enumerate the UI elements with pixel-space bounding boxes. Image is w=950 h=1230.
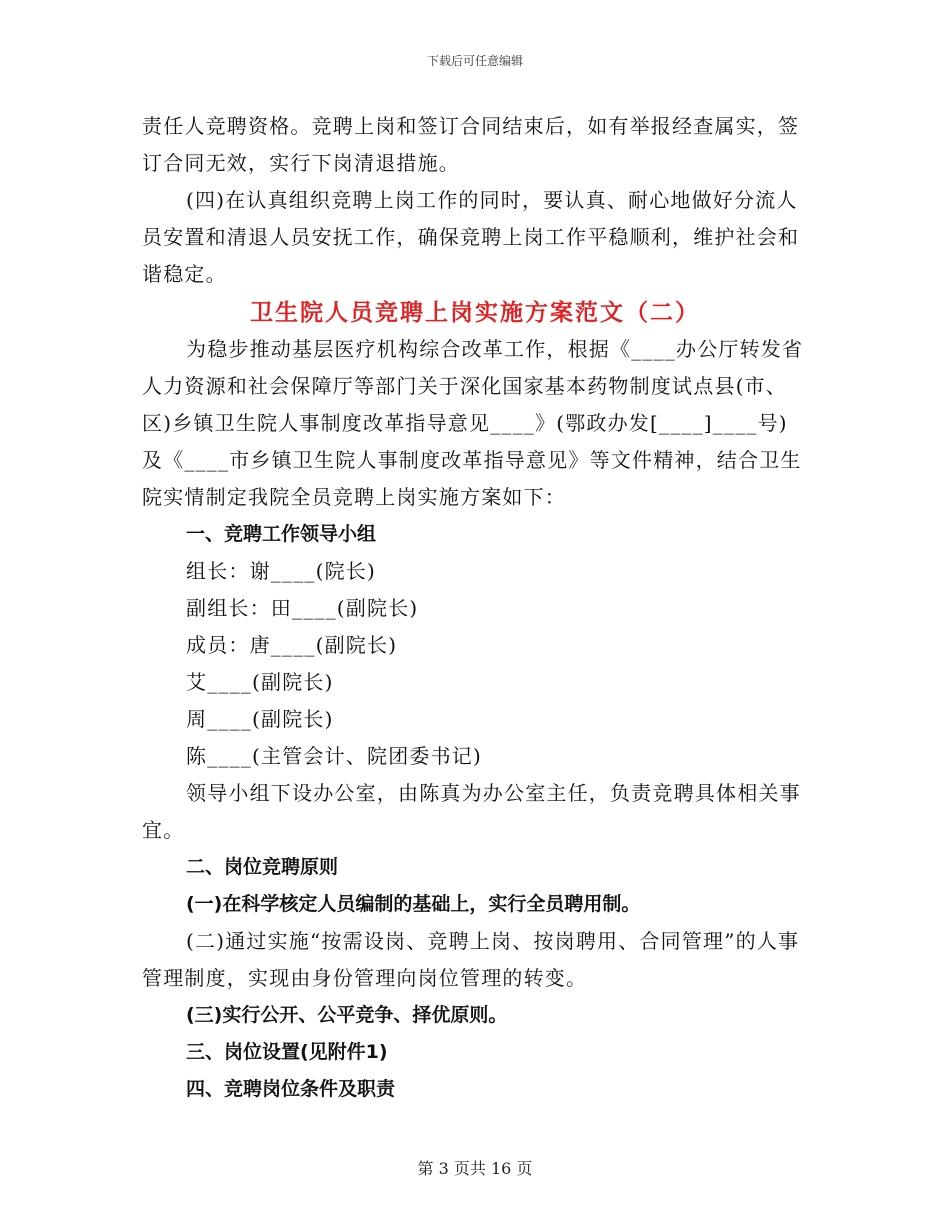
document-title: 卫生院人员竞聘上岗实施方案范文（二） xyxy=(250,299,700,326)
principle-1: (一)在科学核定人员编制的基础上，实行全员聘用制。 xyxy=(186,893,641,915)
member-ai: 艾____(副院长) xyxy=(186,670,334,694)
member-deputy-leader: 副组长：田____(副院长) xyxy=(186,596,419,620)
member-chen: 陈____(主管会计、院团委书记) xyxy=(186,744,483,768)
paragraph-qualification: 责任人竞聘资格。竞聘上岗和签订合同结束后，如有举报经查属实，签订合同无效，实行下岗清退措施。 xyxy=(142,114,800,175)
paragraph-item-four: (四)在认真组织竞聘上岗工作的同时，要认真、耐心地做好分流人员安置和清退人员安抚工作，确保竞聘上岗工作平稳顺利，维护社会和谐稳定。 xyxy=(142,188,800,286)
member-zhou: 周____(副院长) xyxy=(186,707,334,731)
principle-2: (二)通过实施“按需设岗、竞聘上岗、按岗聘用、合同管理”的人事管理制度，实现由身份管理向岗位管理的转变。 xyxy=(142,929,800,990)
section-heading-3: 三、岗位设置(见附件1) xyxy=(186,1041,388,1063)
page-header: 下载后可任意编辑 xyxy=(426,54,523,68)
member-tang: 成员：唐____(副院长) xyxy=(186,633,398,657)
section-heading-2: 二、岗位竞聘原则 xyxy=(186,856,339,878)
page-footer: 第 3 页共 16 页 xyxy=(417,1159,533,1178)
section-heading-1: 一、竞聘工作领导小组 xyxy=(186,523,377,545)
paragraph-office: 领导小组下设办公室，由陈真为办公室主任，负责竞聘具体相关事宜。 xyxy=(142,781,801,842)
section-heading-4: 四、竞聘岗位条件及职责 xyxy=(186,1078,396,1100)
principle-3: (三)实行公开、公平竞争、择优原则。 xyxy=(186,1004,508,1026)
document-body xyxy=(142,108,808,1108)
paragraph-intro: 为稳步推动基层医疗机构综合改革工作，根据《____办公厅转发省人力资源和社会保障厅等部门关于深化国家基本药物制度试点县(市、区)乡镇卫生院人事制度改革指导意见____》(鄂政办发[____]____号)及《____市乡镇卫生院人事制度改革指导意见》等文件精神，结合卫生院实情制定我院全员竞聘上岗实施方案如下： xyxy=(142,337,804,509)
member-leader: 组长：谢____(院长) xyxy=(186,559,377,583)
